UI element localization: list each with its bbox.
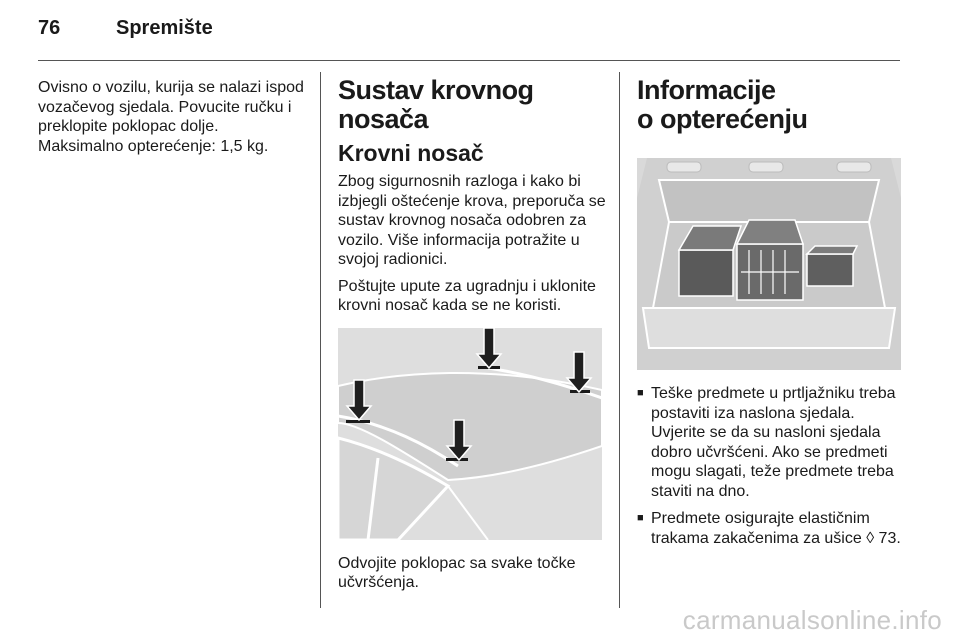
list-item <box>637 384 903 501</box>
bullet-text: Teške predmete u prtljažniku treba postaviti iza naslona sjedala. Uvjerite se da su nasloni sjedala dobro učvršćeni. Ako se predmeti mogu slagati, teže predmete treba staviti na dno. <box>651 385 896 500</box>
trunk-illustration <box>637 158 901 370</box>
trunk-diagram <box>637 158 901 370</box>
column-divider-2 <box>619 72 620 608</box>
load-info-title-line2: o opterećenju <box>637 104 808 134</box>
watermark: carmanualsonline.info <box>682 605 942 635</box>
column-divider-1 <box>320 72 321 608</box>
load-info-bullets <box>637 384 903 548</box>
header-rule <box>38 60 900 61</box>
figure-caption: Odvojite poklopac sa svake točke učvršćenja. <box>338 554 576 591</box>
bullet-square-icon: ■ <box>637 387 644 399</box>
load-info-title-line1: Informacije <box>637 75 776 105</box>
roof-rack-subtitle: Krovni nosač <box>338 140 484 166</box>
bullet-text: Predmete osigurajte elastičnim trakama zakačenima za ušice ◊ 73. <box>651 510 901 547</box>
cargo-box-left <box>679 250 733 296</box>
left-column <box>38 78 308 163</box>
page-number: 76 <box>38 17 61 39</box>
right-column <box>637 76 903 556</box>
roof-rack-paragraph-2: Poštujte upute za ugradnju i uklonite krovni nosač kada se ne koristi. <box>338 277 596 314</box>
roof-diagram <box>338 328 602 540</box>
list-item <box>637 509 903 548</box>
middle-column <box>338 76 606 600</box>
cargo-box-right <box>807 254 853 286</box>
page-header <box>38 17 213 47</box>
roof-illustration <box>338 328 602 540</box>
roof-rack-title: Sustav krovnog nosača <box>338 75 534 134</box>
section-title: Spremište <box>116 17 213 39</box>
mount-point-1 <box>346 420 370 423</box>
roof-rack-paragraph-1: Zbog sigurnosnih razloga i kako bi izbjegli oštećenje krova, preporuča se sustav krovnog nosača odobren za vozilo. Više informacija potražite u svojoj radionici. <box>338 173 606 268</box>
bullet-square-icon: ■ <box>637 512 644 524</box>
storage-paragraph: Ovisno o vozilu, kurija se nalazi ispod vozačevog sjedala. Povucite ručku i preklopite poklopac dolje. Maksimalno opterećenje: 1,5 kg. <box>38 79 304 155</box>
